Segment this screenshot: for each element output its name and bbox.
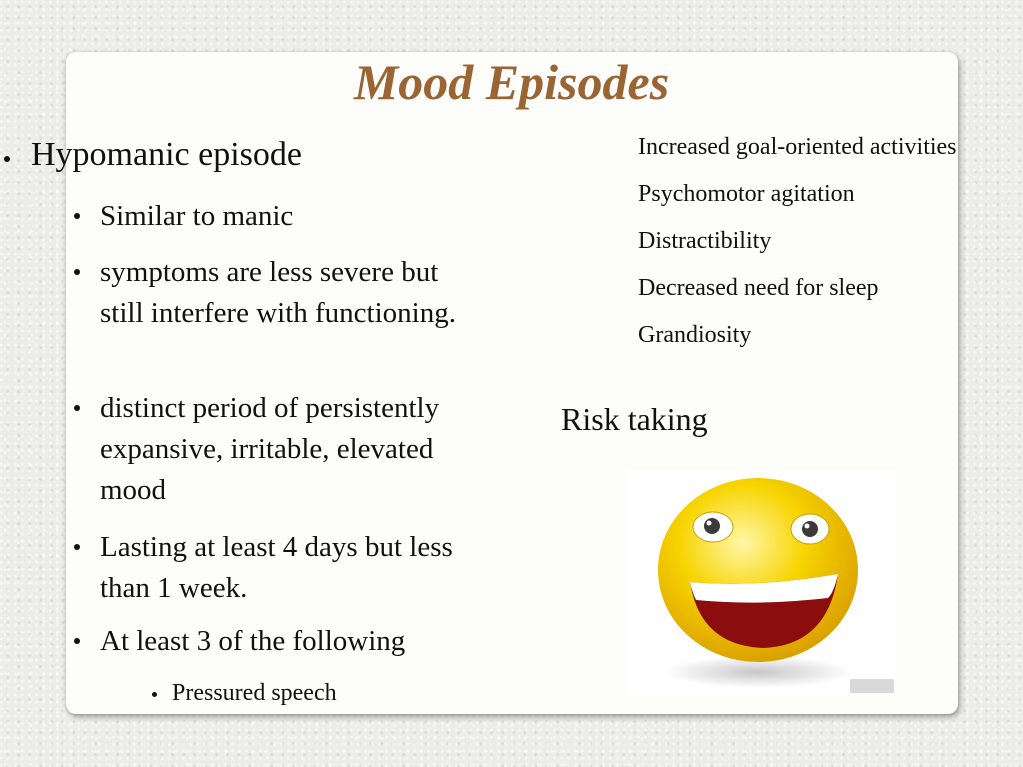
symptom-item: Decreased need for sleep — [638, 275, 879, 301]
sub-bullet-text: Lasting at least 4 days but less than 1 week. — [100, 531, 453, 604]
bullet-dot-icon — [74, 405, 80, 411]
bullet-dot-icon — [74, 213, 80, 219]
sub-bullet-5 — [74, 621, 484, 662]
sub-bullet-2 — [74, 252, 484, 334]
sub-bullet-3 — [74, 388, 484, 511]
symptom-item: Increased goal-oriented activities — [638, 134, 957, 160]
bullet-dot-icon — [74, 269, 80, 275]
corner-tag — [850, 679, 894, 693]
bullet-dot-icon — [74, 638, 80, 644]
symptom-item: Grandiosity — [638, 322, 752, 348]
main-bullet — [4, 136, 302, 174]
symptom-list — [638, 132, 960, 367]
symptom-item: Psychomotor agitation — [638, 181, 855, 207]
risk-taking-text: Risk taking — [561, 401, 708, 437]
slide-title: Mood Episodes — [353, 54, 670, 110]
third-level-bullet — [152, 678, 337, 708]
third-level-bullet-text: Pressured speech — [172, 680, 337, 706]
sub-bullet-text: symptoms are less severe but still interfere with functioning. — [100, 256, 456, 329]
smiley-face-image — [628, 470, 894, 696]
bullet-dot-icon — [152, 692, 157, 697]
sub-bullet-text: distinct period of persistently expansive, irritable, elevated mood — [100, 392, 440, 506]
main-bullet-text: Hypomanic episode — [31, 136, 302, 173]
bullet-dot-icon — [74, 544, 80, 550]
sub-bullet-1 — [74, 196, 484, 237]
smiley-face-icon — [628, 470, 894, 696]
sub-bullet-4 — [74, 527, 484, 609]
symptom-item: Distractibility — [638, 228, 772, 254]
sub-bullet-text: Similar to manic — [100, 200, 294, 232]
sub-bullet-text: At least 3 of the following — [100, 625, 406, 657]
bullet-dot-icon — [4, 156, 10, 162]
